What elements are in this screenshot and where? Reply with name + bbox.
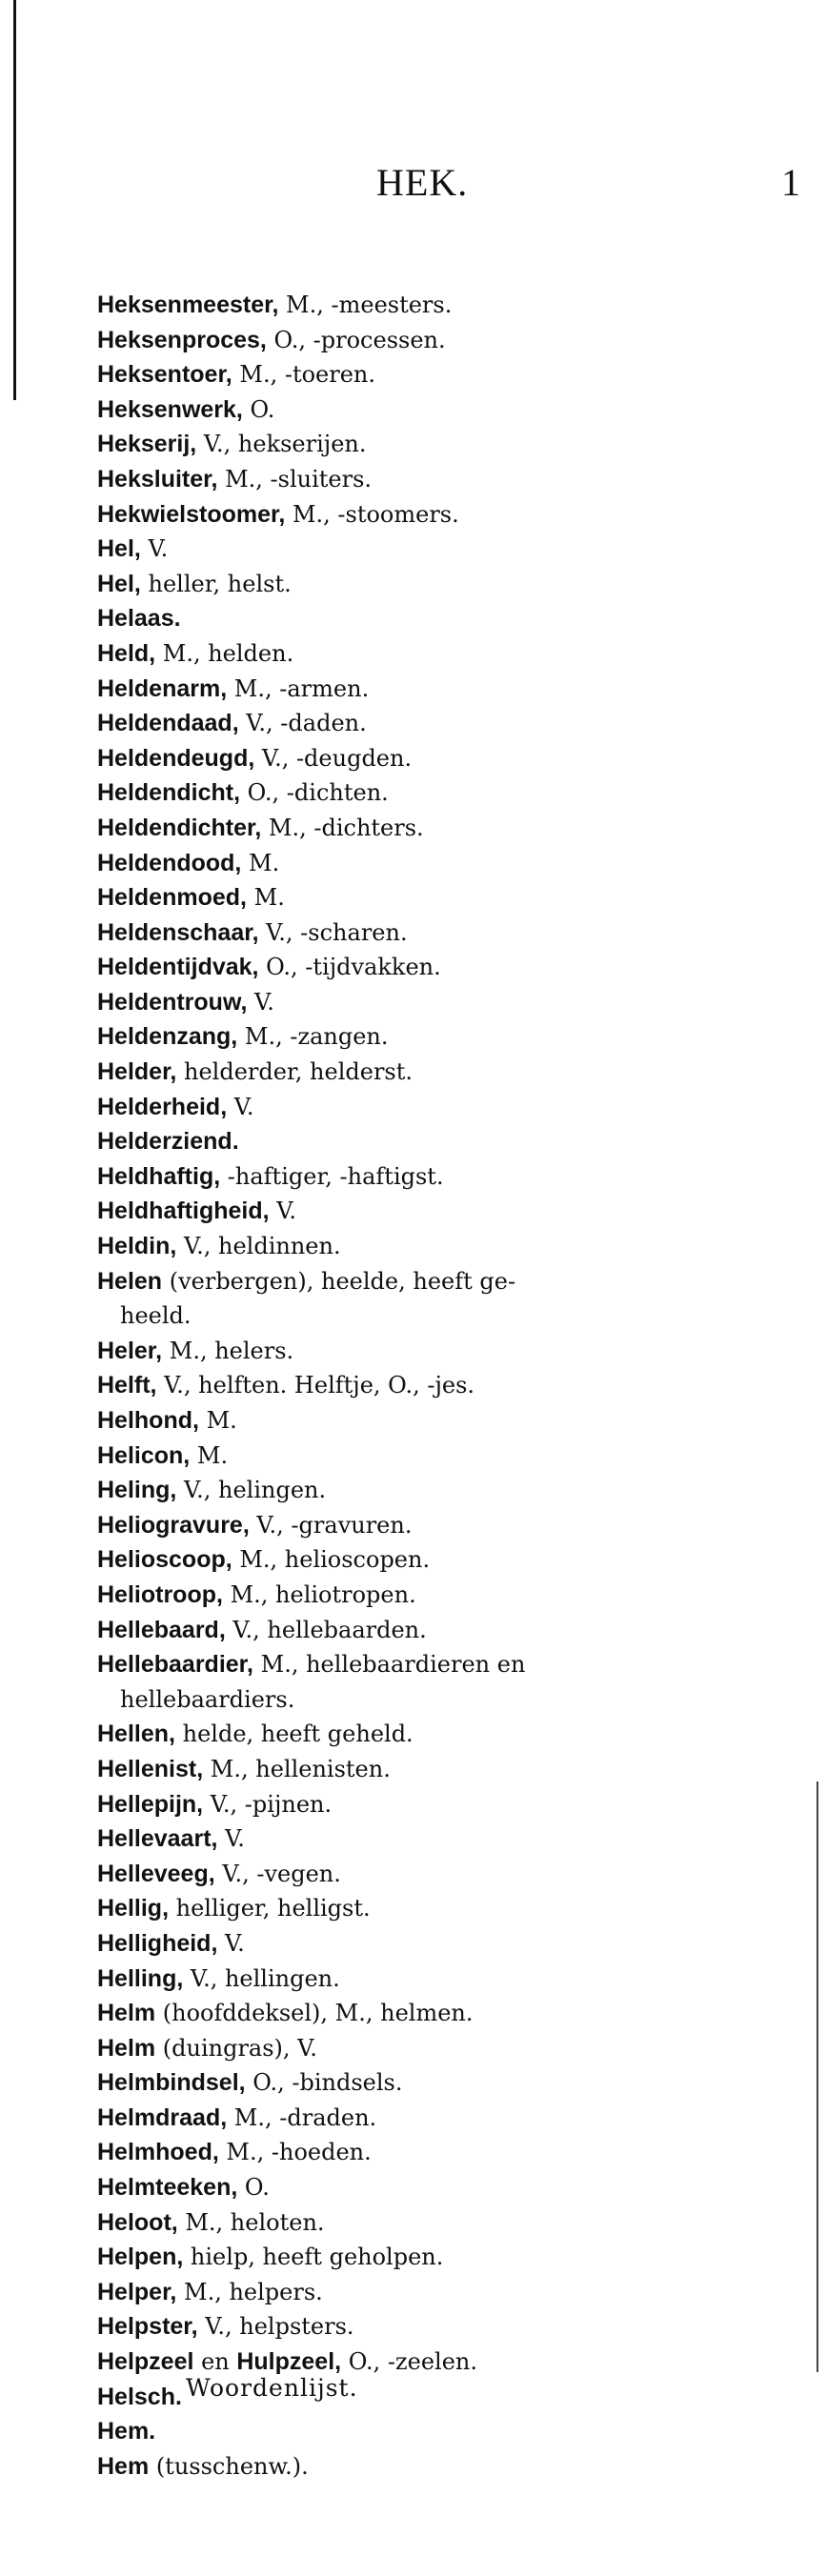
- entry-headword: Helper,: [97, 2278, 177, 2305]
- entry-headword: Heliogravure,: [97, 1511, 250, 1539]
- entry-headword: Helderziend.: [97, 1128, 239, 1156]
- dictionary-entry: [97, 1194, 793, 1229]
- entry-headword: Heldhaftig,: [97, 1162, 221, 1190]
- entry-headword: Heksenmeester,: [97, 292, 279, 318]
- entry-definition: M., heloten.: [177, 2208, 325, 2236]
- entry-headword: Heldendood,: [97, 849, 242, 876]
- dictionary-entry: [97, 1821, 793, 1857]
- entry-definition: M.: [241, 849, 280, 876]
- entry-definition: O., -bindsels.: [245, 2069, 403, 2097]
- entry-headword: Helleveeg,: [97, 1860, 215, 1887]
- entry-definition: -haftiger, -haftigst.: [220, 1162, 444, 1190]
- dictionary-entry: [97, 532, 793, 567]
- dictionary-entry: [97, 1578, 793, 1613]
- entry-headword: Heldendicht,: [97, 779, 241, 807]
- entry-definition: V.: [227, 1093, 254, 1120]
- dictionary-entry: [97, 1264, 793, 1334]
- entry-definition: M., -hoeden.: [218, 2139, 372, 2166]
- entry-definition: V., helingen.: [176, 1477, 327, 1504]
- entry-definition: M., -dichters.: [261, 814, 424, 841]
- entry-continuation: hellebaardiers.: [120, 1685, 295, 1713]
- entry-headword: Hel,: [97, 570, 141, 597]
- entry-definition: V., -pijnen.: [203, 1790, 333, 1818]
- entry-definition: M., hellenisten.: [203, 1755, 391, 1782]
- entry-headword: Helmhoed,: [97, 2139, 219, 2166]
- dictionary-entry: [97, 2031, 793, 2066]
- entry-headword: Helmbindsel,: [97, 2069, 246, 2097]
- entry-definition: V., -vegen.: [214, 1860, 341, 1887]
- entry-definition: V., hellebaarden.: [225, 1616, 427, 1643]
- dictionary-entry: [97, 2414, 793, 2449]
- entry-definition: V., -scharen.: [258, 918, 408, 946]
- entry-definition: M., helpers.: [176, 2278, 323, 2305]
- entry-headword: Hellebaard,: [97, 1616, 226, 1643]
- dictionary-entry: [97, 2449, 793, 2485]
- entry-headword: Helm: [97, 2000, 156, 2027]
- entry-headword: Heksenwerk,: [97, 395, 243, 423]
- entry-definition: M., -draden.: [227, 2103, 377, 2131]
- dictionary-entry: [97, 672, 793, 707]
- entry-headword: Helpster,: [97, 2313, 198, 2341]
- entry-headword: Helmteeken,: [97, 2174, 238, 2202]
- entry-definition: O., -zeelen.: [341, 2348, 478, 2376]
- dictionary-entry: [97, 323, 793, 358]
- dictionary-entry: [97, 950, 793, 985]
- entry-definition: M., helioscopen.: [232, 1546, 431, 1574]
- entry-definition: M., helden.: [155, 639, 294, 667]
- entry-headword: Hel,: [97, 535, 141, 563]
- entry-headword: Helicon,: [97, 1441, 191, 1469]
- dictionary-entry: [97, 462, 793, 497]
- dictionary-entry: [97, 2135, 793, 2170]
- entry-definition: V., hekserijen.: [196, 431, 367, 458]
- margin-rule-right: [817, 1781, 818, 2372]
- dictionary-entry: [97, 2309, 793, 2345]
- entry-definition: O., -tijdvakken.: [258, 954, 441, 981]
- dictionary-entry: [97, 288, 793, 323]
- entry-headword: Hellevaart,: [97, 1825, 218, 1853]
- entry-definition: M., -armen.: [227, 674, 370, 702]
- entry-definition: (verbergen), heelde, heeft ge-: [162, 1267, 516, 1295]
- dictionary-entry: [97, 1717, 793, 1752]
- entry-headword: Held,: [97, 639, 156, 667]
- entry-headword: Helmdraad,: [97, 2103, 228, 2131]
- dictionary-entry: [97, 601, 793, 636]
- entry-definition: helde, heeft geheld.: [174, 1721, 414, 1748]
- entry-headword: Heliotroop,: [97, 1580, 223, 1608]
- dictionary-entry: [97, 2065, 793, 2101]
- entry-headword: Heldentrouw,: [97, 988, 248, 1016]
- entry-headword: Helderheid,: [97, 1093, 228, 1120]
- dictionary-entry: [97, 1055, 793, 1090]
- entry-definition: V., helpsters.: [197, 2313, 354, 2341]
- entry-definition: O., -processen.: [266, 326, 446, 353]
- dictionary-entry: [97, 1090, 793, 1125]
- dictionary-entry: [97, 2101, 793, 2136]
- dictionary-entry: [97, 2205, 793, 2241]
- entry-headword: Helsch.: [97, 2383, 182, 2410]
- entry-headword: Hekwielstoomer,: [97, 500, 286, 528]
- entry-definition: O., -dichten.: [240, 779, 389, 807]
- entry-definition: hielp, heeft geholpen.: [183, 2244, 444, 2271]
- entry-headword: Hellenist,: [97, 1755, 204, 1782]
- dictionary-entry: [97, 1857, 793, 1892]
- entry-headword: Helling,: [97, 1964, 184, 1992]
- entry-headword: Helhond,: [97, 1407, 199, 1434]
- dictionary-entry: [97, 1542, 793, 1578]
- entry-headword: Heldin,: [97, 1233, 177, 1260]
- dictionary-entry: [97, 1647, 793, 1717]
- entry-headword: Heldhaftigheid,: [97, 1197, 270, 1225]
- entry-headword: Heler,: [97, 1337, 163, 1364]
- dictionary-entry: [97, 775, 793, 811]
- dictionary-entry: [97, 1439, 793, 1474]
- entry-headword: Helm: [97, 2034, 156, 2062]
- entry-definition: M., -meesters.: [278, 292, 453, 318]
- entry-definition: O.: [242, 395, 275, 423]
- entry-headword-variant: Hulpzeel,: [236, 2348, 342, 2376]
- entry-definition: M.: [246, 884, 285, 912]
- entry-definition: V.: [269, 1197, 296, 1225]
- dictionary-entry: [97, 846, 793, 881]
- entry-definition: M., heliotropen.: [222, 1580, 416, 1608]
- dictionary-entry: [97, 2170, 793, 2205]
- entry-headword: Helder,: [97, 1058, 177, 1086]
- entry-headword: Helaas.: [97, 605, 181, 633]
- entry-definition: M., -stoomers.: [285, 500, 459, 528]
- dictionary-entry: [97, 636, 793, 672]
- dictionary-entry: [97, 567, 793, 602]
- entry-definition: M., helers.: [162, 1337, 294, 1364]
- entry-headword: Heldenarm,: [97, 674, 228, 702]
- dictionary-entry: [97, 1473, 793, 1508]
- dictionary-entry: [97, 497, 793, 533]
- dictionary-entry: [97, 1891, 793, 1926]
- dictionary-entry: [97, 1019, 793, 1055]
- entry-definition: V.: [140, 535, 169, 563]
- entry-headword: Heksluiter,: [97, 465, 218, 493]
- dictionary-entry: [97, 2275, 793, 2310]
- entry-headword: Helen: [97, 1267, 163, 1295]
- entry-headword: Hem.: [97, 2418, 156, 2445]
- dictionary-entry: [97, 1962, 793, 1997]
- entry-headword: Heldendichter,: [97, 814, 262, 841]
- entry-definition: M.: [190, 1441, 229, 1469]
- entry-definition: V.: [217, 1825, 245, 1853]
- dictionary-entry: [97, 1508, 793, 1543]
- entry-headword: Heling,: [97, 1477, 177, 1504]
- dictionary-entry: [97, 1403, 793, 1439]
- entry-headword: Helligheid,: [97, 1929, 218, 1957]
- dictionary-entry: [97, 741, 793, 776]
- entry-definition: helliger, helligst.: [169, 1895, 371, 1922]
- entry-definition: M., -sluiters.: [217, 465, 373, 493]
- dictionary-entry: [97, 427, 793, 462]
- entry-headword: Hellen,: [97, 1721, 175, 1748]
- page-footer: Woordenlijst.: [186, 2374, 358, 2402]
- entry-definition: V., heldinnen.: [176, 1233, 341, 1260]
- entry-definition: O.: [237, 2174, 270, 2202]
- entry-definition: en: [193, 2348, 237, 2376]
- entry-definition: (duingras), V.: [155, 2034, 317, 2062]
- dictionary-entry: [97, 1996, 793, 2031]
- dictionary-entry: [97, 985, 793, 1020]
- dictionary-entry: [97, 1334, 793, 1369]
- dictionary-entry: [97, 1368, 793, 1403]
- dictionary-entry: [97, 1229, 793, 1264]
- entry-headword: Helft,: [97, 1372, 157, 1399]
- entry-definition: M., -zangen.: [237, 1023, 389, 1051]
- dictionary-entry-list: [97, 288, 793, 2484]
- entry-headword: Heldenzang,: [97, 1023, 238, 1051]
- entry-headword: Hellig,: [97, 1895, 170, 1922]
- entry-headword: Heldentijdvak,: [97, 954, 259, 981]
- entry-headword: Heldenmoed,: [97, 884, 247, 912]
- dictionary-entry: [97, 1159, 793, 1195]
- entry-definition: V., -daden.: [238, 710, 367, 737]
- entry-definition: helderder, helderst.: [176, 1058, 414, 1086]
- entry-headword: Helpzeel: [97, 2348, 194, 2376]
- entry-headword: Hekserij,: [97, 431, 197, 458]
- dictionary-entry: [97, 392, 793, 428]
- entry-headword: Heldenschaar,: [97, 918, 259, 946]
- dictionary-entry: [97, 1613, 793, 1648]
- entry-definition: M., -toeren.: [232, 361, 376, 389]
- entry-definition: V., helften. Helftje, O., -jes.: [156, 1372, 475, 1399]
- entry-definition: (tusschenw.).: [149, 2452, 309, 2480]
- dictionary-entry: [97, 1787, 793, 1822]
- entry-definition: V., -deugden.: [254, 744, 413, 772]
- entry-definition: heller, helst.: [140, 570, 292, 597]
- entry-continuation: heeld.: [120, 1302, 192, 1330]
- entry-definition: (hoofddeksel), M., helmen.: [155, 2000, 474, 2027]
- entry-headword: Heksenproces,: [97, 326, 267, 353]
- entry-headword: Heksentoer,: [97, 361, 232, 389]
- dictionary-entry: [97, 916, 793, 951]
- entry-definition: M., hellebaardieren en: [252, 1651, 526, 1679]
- entry-headword: Helpen,: [97, 2244, 184, 2271]
- dictionary-entry: [97, 2240, 793, 2275]
- entry-definition: V.: [217, 1929, 245, 1957]
- dictionary-entry: [97, 880, 793, 916]
- entry-headword: Hem: [97, 2452, 150, 2480]
- entry-headword: Helioscoop,: [97, 1546, 232, 1574]
- entry-definition: V., hellingen.: [183, 1964, 340, 1992]
- dictionary-entry: [97, 1752, 793, 1787]
- entry-headword: Hellebaardier,: [97, 1651, 253, 1679]
- dictionary-entry: [97, 811, 793, 846]
- page-header: [0, 160, 827, 217]
- entry-definition: V., -gravuren.: [249, 1511, 413, 1539]
- page-title: HEK.: [376, 161, 469, 204]
- entry-headword: Heloot,: [97, 2208, 178, 2236]
- dictionary-entry: [97, 357, 793, 392]
- dictionary-entry: [97, 706, 793, 741]
- dictionary-entry: [97, 1124, 793, 1159]
- entry-definition: M.: [198, 1407, 237, 1434]
- entry-headword: Heldendaad,: [97, 710, 239, 737]
- page-number: 1: [781, 161, 800, 204]
- entry-definition: V.: [247, 988, 274, 1016]
- entry-headword: Heldendeugd,: [97, 744, 255, 772]
- dictionary-entry: [97, 1926, 793, 1962]
- entry-headword: Hellepijn,: [97, 1790, 204, 1818]
